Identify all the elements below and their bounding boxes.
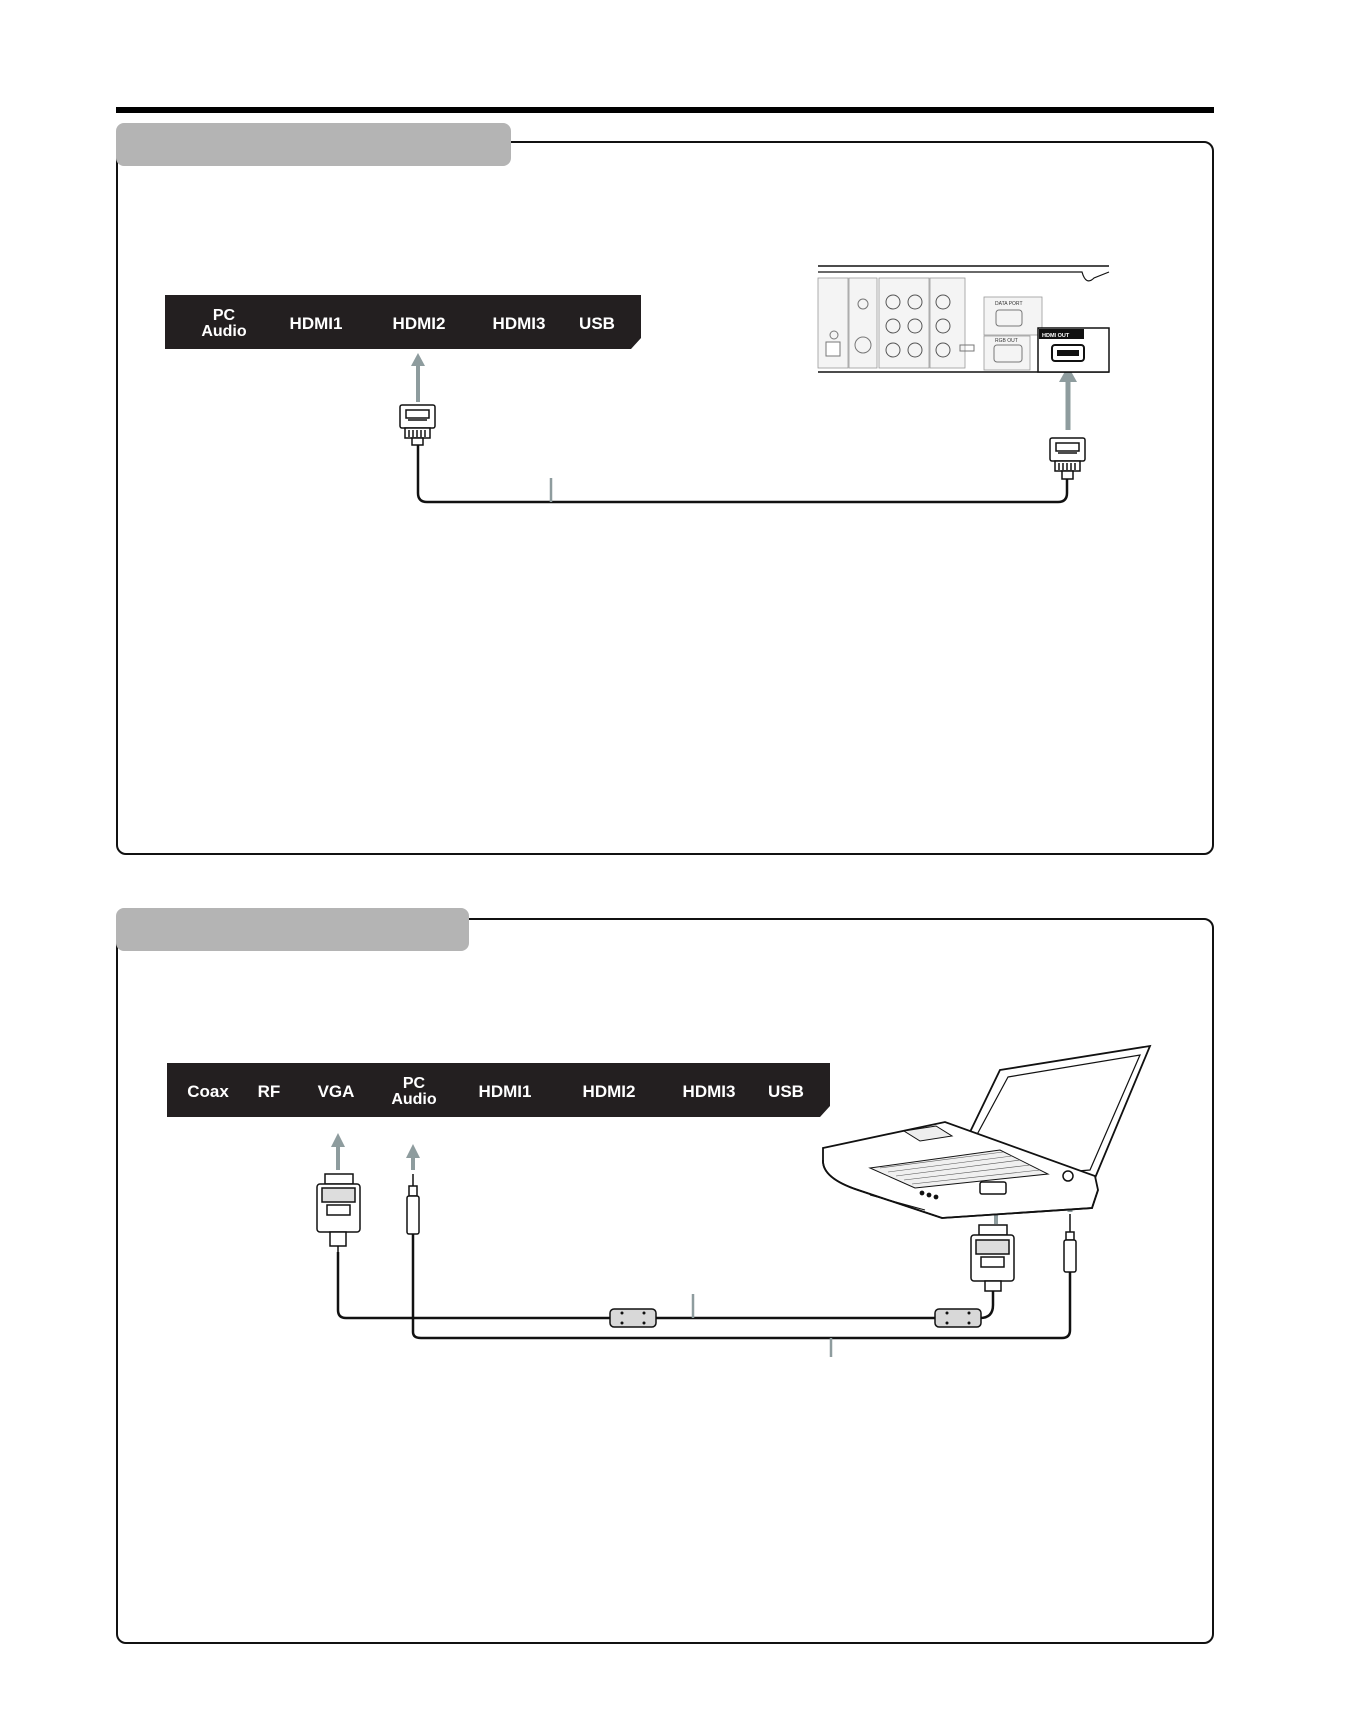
hdmi-cable: [418, 445, 1067, 502]
ferrite-core-icon: [935, 1309, 981, 1327]
hdmi-out-label: HDMI OUT: [1042, 333, 1070, 339]
arrow-up-icon: [406, 1144, 420, 1170]
port-label-hdmi3: HDMI3: [492, 314, 546, 333]
port-label-vga: VGA: [317, 1082, 355, 1101]
vga-plug-icon: [971, 1225, 1014, 1291]
hdmi-plug-icon: [400, 405, 435, 445]
port-label-hdmi2: HDMI2: [392, 314, 446, 333]
port-label-hdmi3: HDMI3: [682, 1082, 736, 1101]
av-device-rear-icon: [818, 266, 1109, 372]
port-label-usb: USB: [768, 1082, 804, 1101]
port-label-hdmi2: HDMI2: [582, 1082, 636, 1101]
port-label-pc: PC: [402, 1075, 426, 1092]
port-label-pc: PC: [212, 307, 236, 324]
port-label-hdmi1: HDMI1: [478, 1082, 532, 1101]
port-label-audio: Audio: [391, 1091, 437, 1108]
audio-jack-icon: [1064, 1214, 1076, 1272]
port-label-coax: Coax: [187, 1082, 229, 1101]
arrow-up-icon: [1059, 366, 1077, 430]
port-label-hdmi1: HDMI1: [289, 314, 343, 333]
laptop-icon: [823, 1046, 1150, 1218]
rgb-out-label: RGB OUT: [995, 338, 1018, 344]
vga-plug-icon: [317, 1174, 360, 1252]
arrow-up-icon: [411, 353, 425, 402]
tv-port-bar-pc: [167, 1063, 830, 1117]
port-label-usb: USB: [579, 314, 615, 333]
audio-jack-icon: [407, 1174, 419, 1234]
port-label-rf: RF: [257, 1082, 281, 1101]
ferrite-core-icon: [610, 1309, 656, 1327]
port-label-audio: Audio: [201, 323, 247, 340]
hdmi-plug-icon: [1050, 438, 1085, 479]
vga-cable: [338, 1252, 993, 1318]
tv-port-bar-hdmi: [165, 295, 641, 349]
data-port-label: DATA PORT: [995, 301, 1023, 307]
arrow-up-icon: [331, 1133, 345, 1170]
